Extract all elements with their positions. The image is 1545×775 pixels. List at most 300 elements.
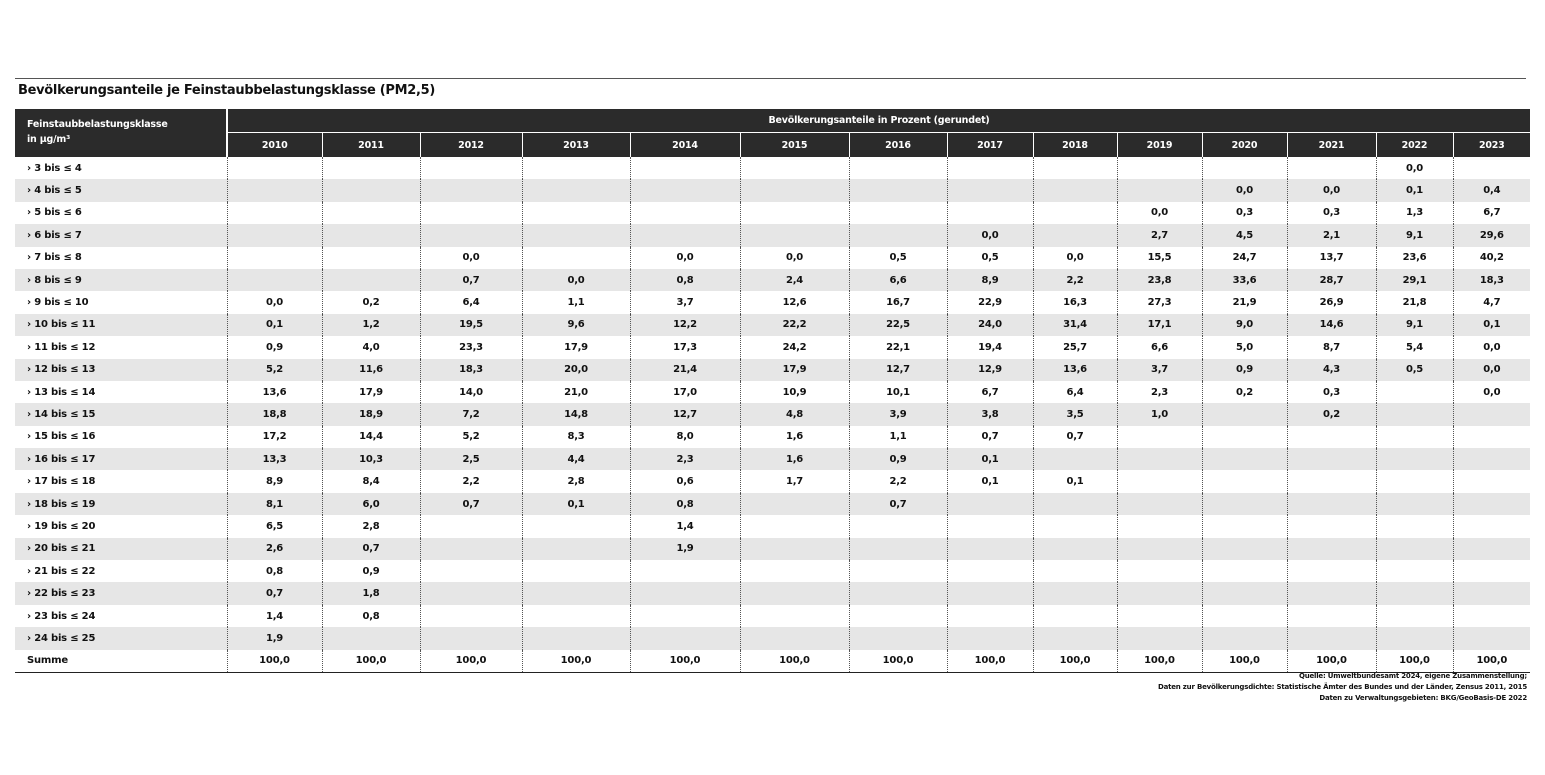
row-label: › 21 bis ≤ 22 [27,565,96,577]
table-cell: 14,0 [420,381,522,403]
table-cell [1376,627,1453,649]
table-cell [1117,470,1202,492]
table-cell: 0,0 [420,247,522,269]
table-cell [522,582,630,604]
table-cell [849,224,947,246]
table-cell: 13,7 [1287,247,1376,269]
table-row [15,403,1530,425]
table-cell: 0,0 [522,269,630,291]
data-table [15,109,1530,673]
table-cell: 2,3 [1117,381,1202,403]
table-row [15,627,1530,649]
table-cell [420,157,522,179]
table-cell [947,605,1033,627]
table-cell [1033,157,1117,179]
table-cell [1376,560,1453,582]
table-cell: 16,3 [1033,291,1117,313]
table-cell: 1,6 [740,448,849,470]
table-cell: 40,2 [1453,247,1530,269]
table-cell: 2,5 [420,448,522,470]
table-cell: 6,6 [1117,336,1202,358]
table-cell [522,560,630,582]
table-cell [522,224,630,246]
row-label: › 10 bis ≤ 11 [15,314,227,336]
table-cell: 0,1 [227,314,322,336]
table-cell: 19,5 [420,314,522,336]
table-cell [1117,493,1202,515]
row-label: › 23 bis ≤ 24 [27,610,96,622]
row-label: › 13 bis ≤ 14 [27,386,96,398]
table-cell [630,157,740,179]
table-cell: 17,1 [1117,314,1202,336]
table-cell: 100,0 [1033,650,1117,673]
table-cell: 9,1 [1376,314,1453,336]
table-cell [1376,448,1453,470]
table-cell: 31,4 [1033,314,1117,336]
row-label: › 17 bis ≤ 18 [27,476,96,488]
table-cell: 1,6 [740,426,849,448]
table-cell [1376,493,1453,515]
table-cell [947,538,1033,560]
table-cell: 3,8 [947,403,1033,425]
table-cell: 17,9 [322,381,420,403]
row-label: › 16 bis ≤ 17 [15,448,227,470]
table-cell [420,605,522,627]
table-cell: 1,1 [522,291,630,313]
table-cell [1117,426,1202,448]
table-cell [849,627,947,649]
group-header: Bevölkerungsanteile in Prozent (gerundet) [227,109,1530,133]
table-cell [740,605,849,627]
table-cell [849,582,947,604]
table-cell [227,247,322,269]
table-cell: 8,1 [227,493,322,515]
year-header: 2010 [227,133,322,158]
table-cell [1453,560,1530,582]
row-label: › 22 bis ≤ 23 [15,582,227,604]
table-cell [947,582,1033,604]
table-cell: 0,1 [522,493,630,515]
table-cell [420,627,522,649]
table-cell [1117,605,1202,627]
table-cell [947,515,1033,537]
table-cell: 9,6 [522,314,630,336]
table-cell [1033,202,1117,224]
table-cell [947,560,1033,582]
table-cell: 0,9 [322,560,420,582]
table-cell: 1,9 [630,538,740,560]
table-cell [630,582,740,604]
table-cell: 6,4 [420,291,522,313]
table-cell [420,202,522,224]
row-label: › 8 bis ≤ 9 [15,269,227,291]
table-cell: 2,8 [322,515,420,537]
table-cell: 22,1 [849,336,947,358]
table-cell: 2,6 [227,538,322,560]
table-cell: 0,9 [227,336,322,358]
table-cell: 27,3 [1117,291,1202,313]
year-header-row [15,133,1530,158]
table-cell: 0,1 [1033,470,1117,492]
table-cell: 0,0 [1453,381,1530,403]
table-cell [1376,515,1453,537]
table-cell: 0,0 [1453,336,1530,358]
table-cell: 1,9 [227,627,322,649]
table-cell [227,202,322,224]
table-cell: 0,2 [322,291,420,313]
table-cell: 0,8 [322,605,420,627]
table-cell: 18,9 [322,403,420,425]
row-label: › 15 bis ≤ 16 [27,431,96,443]
row-label: › 11 bis ≤ 12 [27,341,96,353]
row-label: › 12 bis ≤ 13 [15,359,227,381]
table-cell: 18,3 [1453,269,1530,291]
table-cell: 0,7 [322,538,420,560]
table-title: Bevölkerungsanteile je Feinstaubbelastungsklasse (PM2,5) [18,83,436,98]
table-cell: 5,2 [227,359,322,381]
table-cell: 0,0 [1287,179,1376,201]
table-cell: 2,7 [1117,224,1202,246]
table-cell: 4,4 [522,448,630,470]
table-cell: 14,8 [522,403,630,425]
table-cell [1033,582,1117,604]
table-cell [1202,582,1287,604]
table-cell [227,224,322,246]
table-cell [630,224,740,246]
table-cell [1376,403,1453,425]
table-cell [740,493,849,515]
table-cell [1453,403,1530,425]
table-cell: 2,2 [849,470,947,492]
table-cell: 100,0 [420,650,522,673]
table-cell [1033,538,1117,560]
table-cell [1287,605,1376,627]
table-cell: 17,3 [630,336,740,358]
table-row [15,157,1530,179]
table-cell [1202,605,1287,627]
table-cell [849,202,947,224]
row-label: › 18 bis ≤ 19 [15,493,227,515]
table-cell [1033,515,1117,537]
table-cell [420,538,522,560]
table-cell: 22,5 [849,314,947,336]
table-cell: 1,1 [849,426,947,448]
table-row [15,582,1530,604]
table-cell [1376,470,1453,492]
table-cell: 22,2 [740,314,849,336]
table-cell: 0,7 [1033,426,1117,448]
table-cell [947,493,1033,515]
table-cell: 28,7 [1287,269,1376,291]
table-cell: 17,0 [630,381,740,403]
table-cell: 0,7 [947,426,1033,448]
table-row [15,336,1530,358]
table-cell: 29,1 [1376,269,1453,291]
table-cell: 8,0 [630,426,740,448]
table-cell: 24,7 [1202,247,1287,269]
table-cell [1117,448,1202,470]
table-row [15,448,1530,470]
table-cell: 1,7 [740,470,849,492]
table-cell [1287,157,1376,179]
table-cell [1033,627,1117,649]
table-row [15,269,1530,291]
table-cell [1202,426,1287,448]
table-cell: 100,0 [1117,650,1202,673]
table-cell: 100,0 [322,650,420,673]
table-cell [1202,538,1287,560]
table-row [15,314,1530,336]
table-cell: 0,8 [227,560,322,582]
table-cell [630,627,740,649]
table-cell: 0,0 [1202,179,1287,201]
year-header: 2017 [947,133,1033,158]
table-cell: 12,6 [740,291,849,313]
table-cell: 20,0 [522,359,630,381]
table-cell [1202,627,1287,649]
table-cell: 18,3 [420,359,522,381]
table-cell: 23,6 [1376,247,1453,269]
table-cell: 12,2 [630,314,740,336]
table-cell [322,224,420,246]
table-cell [1117,627,1202,649]
year-header: 2013 [522,133,630,158]
row-header-line2: in µg/m³ [27,134,71,145]
table-cell [849,515,947,537]
table-cell: 6,0 [322,493,420,515]
table-cell: 100,0 [849,650,947,673]
table-row [15,560,1530,582]
table-cell [630,560,740,582]
table-cell [1287,515,1376,537]
table-cell [740,157,849,179]
row-label: › 20 bis ≤ 21 [15,538,227,560]
table-cell [1287,470,1376,492]
table-cell [1287,560,1376,582]
table-cell [849,538,947,560]
table-cell: 3,7 [630,291,740,313]
table-cell [1033,493,1117,515]
table-cell [740,560,849,582]
table-cell: 100,0 [522,650,630,673]
table-cell: 19,4 [947,336,1033,358]
table-cell [1376,381,1453,403]
table-cell [1033,605,1117,627]
table-cell: 0,1 [1376,179,1453,201]
table-cell [522,605,630,627]
table-row [15,515,1530,537]
table-cell [1287,582,1376,604]
year-header: 2019 [1117,133,1202,158]
table-cell: 12,7 [630,403,740,425]
table-cell: 100,0 [1376,650,1453,673]
table-cell [1033,448,1117,470]
table-cell [227,157,322,179]
table-cell: 0,2 [1287,403,1376,425]
table-cell: 15,5 [1117,247,1202,269]
table-cell: 21,9 [1202,291,1287,313]
table-cell: 0,3 [1287,202,1376,224]
table-cell: 14,6 [1287,314,1376,336]
table-cell: 3,9 [849,403,947,425]
table-cell [947,202,1033,224]
row-header-line1: Feinstaubbelastungsklasse [27,119,168,130]
table-cell: 2,3 [630,448,740,470]
table-cell [1453,493,1530,515]
table-cell [522,515,630,537]
table-cell [322,157,420,179]
row-label: › 14 bis ≤ 15 [15,403,227,425]
table-cell: 10,3 [322,448,420,470]
table-cell: 6,6 [849,269,947,291]
table-cell [1202,493,1287,515]
table-cell [522,538,630,560]
table-cell [322,202,420,224]
table-cell: 17,9 [522,336,630,358]
table-cell [1453,582,1530,604]
table-cell: 13,3 [227,448,322,470]
table-cell: 4,7 [1453,291,1530,313]
source-line-3: Daten zu Verwaltungsgebieten: BKG/GeoBasis-DE 2022 [1319,694,1527,702]
table-cell: 24,2 [740,336,849,358]
table-cell: 100,0 [1453,650,1530,673]
table-cell [1287,448,1376,470]
table-cell: 8,3 [522,426,630,448]
year-header: 2021 [1287,133,1376,158]
table-cell: 100,0 [1202,650,1287,673]
table-cell [1453,426,1530,448]
table-cell: 3,5 [1033,403,1117,425]
table-cell: 16,7 [849,291,947,313]
source-note [1158,671,1527,704]
table-cell [322,179,420,201]
table-cell [740,515,849,537]
table-cell: 0,0 [630,247,740,269]
table-cell [740,224,849,246]
table-cell: 5,2 [420,426,522,448]
table-cell [1376,582,1453,604]
table-cell [1453,605,1530,627]
table-cell: 0,5 [947,247,1033,269]
table-cell: 100,0 [740,650,849,673]
table-cell [947,179,1033,201]
table-cell [740,582,849,604]
table-cell [1117,560,1202,582]
table-cell: 100,0 [947,650,1033,673]
row-label: › 6 bis ≤ 7 [15,224,227,246]
table-row [15,493,1530,515]
table-cell [849,605,947,627]
table-cell: 21,0 [522,381,630,403]
table-cell: 6,5 [227,515,322,537]
table-cell [1287,627,1376,649]
table-cell [947,627,1033,649]
table-cell: 8,7 [1287,336,1376,358]
table-cell: 0,0 [947,224,1033,246]
table-cell: 0,0 [740,247,849,269]
year-header: 2020 [1202,133,1287,158]
table-cell: 12,7 [849,359,947,381]
table-cell: 2,2 [1033,269,1117,291]
table-cell: 0,4 [1453,179,1530,201]
table-cell [522,202,630,224]
year-header: 2016 [849,133,947,158]
table-cell [1202,448,1287,470]
table-cell: 0,7 [420,269,522,291]
table-cell: 3,7 [1117,359,1202,381]
table-cell: 0,9 [1202,359,1287,381]
table-cell [420,560,522,582]
table-cell: 26,9 [1287,291,1376,313]
row-header [15,109,227,157]
table-cell [1376,538,1453,560]
table-cell: 0,2 [1202,381,1287,403]
table-cell [1202,403,1287,425]
table-cell: 0,8 [630,269,740,291]
table-cell [1202,515,1287,537]
table-cell [1453,538,1530,560]
year-header: 2015 [740,133,849,158]
table-cell [420,582,522,604]
table-cell: 100,0 [227,650,322,673]
table-cell: 100,0 [1287,650,1376,673]
table-cell [1033,224,1117,246]
table-cell [1287,426,1376,448]
table-cell: 0,0 [1033,247,1117,269]
table-cell [1202,157,1287,179]
table-row [15,224,1530,246]
table-cell: 8,4 [322,470,420,492]
table-cell: 9,0 [1202,314,1287,336]
table-cell [1117,157,1202,179]
table-cell [849,560,947,582]
table-cell [1453,448,1530,470]
table-cell [740,538,849,560]
table-cell: 0,1 [1453,314,1530,336]
table-cell [522,627,630,649]
table-cell: 5,0 [1202,336,1287,358]
table-cell: 0,3 [1287,381,1376,403]
table-cell [420,224,522,246]
table-cell [1033,179,1117,201]
table-cell [740,202,849,224]
year-header: 2018 [1033,133,1117,158]
table-cell: 0,0 [227,291,322,313]
table-cell [630,202,740,224]
table-row [15,470,1530,492]
table-cell [630,179,740,201]
table-cell: 1,3 [1376,202,1453,224]
table-cell [322,627,420,649]
table-cell: 4,3 [1287,359,1376,381]
table-cell: 13,6 [227,381,322,403]
table-cell: 0,0 [1117,202,1202,224]
table-cell: 9,1 [1376,224,1453,246]
table-cell: 0,0 [1376,157,1453,179]
table-cell: 0,5 [849,247,947,269]
table-row [15,247,1530,269]
top-rule [15,78,1526,79]
table-cell [420,179,522,201]
table-cell: 0,3 [1202,202,1287,224]
table-cell: 13,6 [1033,359,1117,381]
table-cell [420,515,522,537]
table-cell: 29,6 [1453,224,1530,246]
row-label: › 9 bis ≤ 10 [27,297,89,309]
table-cell: 0,1 [947,448,1033,470]
year-header: 2011 [322,133,420,158]
source-line-2: Daten zur Bevölkerungsdichte: Statistische Ämter des Bundes und der Länder, Zensus 2011, 2015 [1157,683,1527,691]
